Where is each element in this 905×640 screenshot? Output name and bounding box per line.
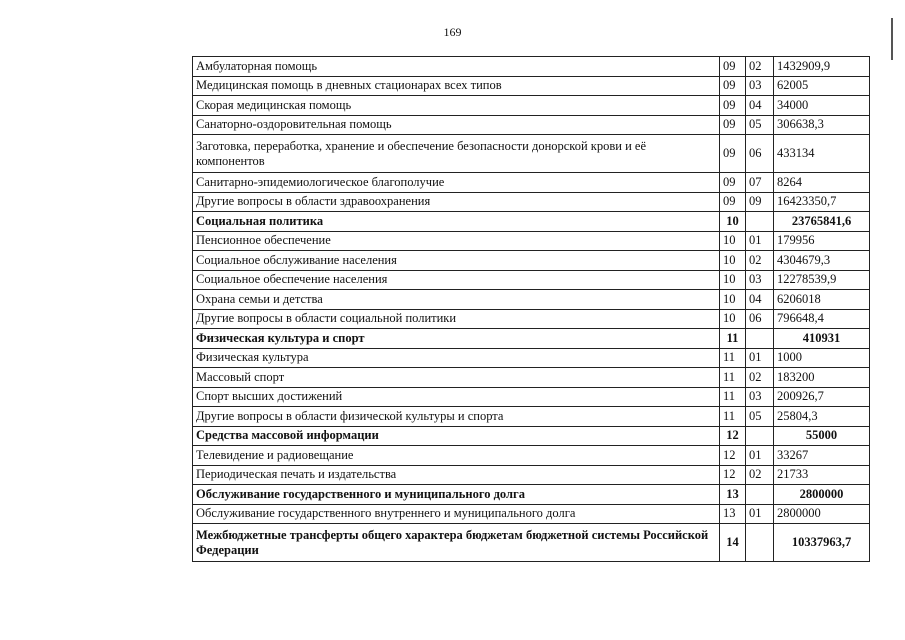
row-name-cell: Социальное обслуживание населения <box>193 251 720 271</box>
row-section-cell: 10 <box>720 251 746 271</box>
budget-table <box>192 56 870 562</box>
table-row <box>193 387 870 407</box>
page-edge-mark <box>891 18 893 60</box>
row-subsection-cell: 05 <box>746 115 774 135</box>
row-amount-cell: 8264 <box>774 173 870 193</box>
table-row <box>193 504 870 524</box>
row-name-cell: Межбюджетные трансферты общего характера бюджетам бюджетной системы Российской Федерации <box>193 524 720 562</box>
table-row <box>193 407 870 427</box>
row-name-cell: Другие вопросы в области здравоохранения <box>193 192 720 212</box>
row-subsection-cell: 02 <box>746 368 774 388</box>
row-subsection-cell: 01 <box>746 231 774 251</box>
row-name-cell: Физическая культура и спорт <box>193 329 720 349</box>
section-total-row <box>193 485 870 505</box>
row-amount-cell: 6206018 <box>774 290 870 310</box>
row-amount-cell: 179956 <box>774 231 870 251</box>
table-row <box>193 446 870 466</box>
row-name-cell: Физическая культура <box>193 348 720 368</box>
row-amount-cell: 1432909,9 <box>774 57 870 77</box>
table-row <box>193 135 870 173</box>
row-amount-cell: 21733 <box>774 465 870 485</box>
row-section-cell: 10 <box>720 270 746 290</box>
row-section-cell: 13 <box>720 485 746 505</box>
row-subsection-cell: 05 <box>746 407 774 427</box>
row-amount-cell: 433134 <box>774 135 870 173</box>
row-amount-cell: 34000 <box>774 96 870 116</box>
table-row <box>193 270 870 290</box>
table-row <box>193 192 870 212</box>
row-subsection-cell: 07 <box>746 173 774 193</box>
row-subsection-cell: 06 <box>746 135 774 173</box>
row-section-cell: 09 <box>720 76 746 96</box>
row-section-cell: 09 <box>720 192 746 212</box>
row-name-cell: Средства массовой информации <box>193 426 720 446</box>
row-name-cell: Социальное обеспечение населения <box>193 270 720 290</box>
table-row <box>193 115 870 135</box>
row-amount-cell: 12278539,9 <box>774 270 870 290</box>
row-section-cell: 09 <box>720 135 746 173</box>
section-total-row <box>193 329 870 349</box>
page-number: 169 <box>443 25 462 39</box>
row-subsection-cell <box>746 329 774 349</box>
row-subsection-cell <box>746 524 774 562</box>
table-row <box>193 290 870 310</box>
row-section-cell: 12 <box>720 426 746 446</box>
row-name-cell: Скорая медицинская помощь <box>193 96 720 116</box>
row-section-cell: 11 <box>720 348 746 368</box>
row-name-cell: Санитарно-эпидемиологическое благополучие <box>193 173 720 193</box>
row-subsection-cell <box>746 212 774 232</box>
row-name-cell: Медицинская помощь в дневных стационарах всех типов <box>193 76 720 96</box>
row-section-cell: 09 <box>720 57 746 77</box>
row-section-cell: 09 <box>720 96 746 116</box>
row-name-cell: Пенсионное обеспечение <box>193 231 720 251</box>
row-name-cell: Санаторно-оздоровительная помощь <box>193 115 720 135</box>
row-amount-cell: 55000 <box>774 426 870 446</box>
row-amount-cell: 23765841,6 <box>774 212 870 232</box>
row-section-cell: 11 <box>720 387 746 407</box>
row-subsection-cell: 02 <box>746 57 774 77</box>
row-name-cell: Другие вопросы в области социальной политики <box>193 309 720 329</box>
table-row <box>193 309 870 329</box>
row-subsection-cell: 01 <box>746 504 774 524</box>
row-amount-cell: 183200 <box>774 368 870 388</box>
row-section-cell: 10 <box>720 231 746 251</box>
row-subsection-cell: 09 <box>746 192 774 212</box>
row-subsection-cell: 02 <box>746 251 774 271</box>
row-subsection-cell: 03 <box>746 76 774 96</box>
row-subsection-cell <box>746 485 774 505</box>
row-name-cell: Периодическая печать и издательства <box>193 465 720 485</box>
row-name-cell: Социальная политика <box>193 212 720 232</box>
row-section-cell: 09 <box>720 173 746 193</box>
row-amount-cell: 2800000 <box>774 485 870 505</box>
row-name-cell: Заготовка, переработка, хранение и обеспечение безопасности донорской крови и её компонентов <box>193 135 720 173</box>
row-subsection-cell: 04 <box>746 96 774 116</box>
table-row <box>193 231 870 251</box>
row-subsection-cell: 06 <box>746 309 774 329</box>
section-total-row <box>193 426 870 446</box>
section-total-row <box>193 524 870 562</box>
row-amount-cell: 16423350,7 <box>774 192 870 212</box>
row-section-cell: 11 <box>720 329 746 349</box>
row-amount-cell: 10337963,7 <box>774 524 870 562</box>
row-subsection-cell <box>746 426 774 446</box>
row-section-cell: 10 <box>720 212 746 232</box>
row-amount-cell: 4304679,3 <box>774 251 870 271</box>
row-section-cell: 14 <box>720 524 746 562</box>
row-amount-cell: 2800000 <box>774 504 870 524</box>
table-row <box>193 465 870 485</box>
row-amount-cell: 200926,7 <box>774 387 870 407</box>
row-section-cell: 12 <box>720 446 746 466</box>
row-name-cell: Телевидение и радиовещание <box>193 446 720 466</box>
row-name-cell: Охрана семьи и детства <box>193 290 720 310</box>
row-section-cell: 11 <box>720 368 746 388</box>
row-subsection-cell: 04 <box>746 290 774 310</box>
table-row <box>193 348 870 368</box>
row-amount-cell: 410931 <box>774 329 870 349</box>
row-amount-cell: 25804,3 <box>774 407 870 427</box>
row-section-cell: 12 <box>720 465 746 485</box>
table-row <box>193 173 870 193</box>
row-section-cell: 09 <box>720 115 746 135</box>
row-subsection-cell: 03 <box>746 270 774 290</box>
table-row <box>193 76 870 96</box>
table-row <box>193 251 870 271</box>
row-subsection-cell: 01 <box>746 348 774 368</box>
row-name-cell: Другие вопросы в области физической культуры и спорта <box>193 407 720 427</box>
row-name-cell: Обслуживание государственного внутреннего и муниципального долга <box>193 504 720 524</box>
row-name-cell: Массовый спорт <box>193 368 720 388</box>
row-name-cell: Обслуживание государственного и муниципального долга <box>193 485 720 505</box>
row-section-cell: 10 <box>720 290 746 310</box>
row-amount-cell: 1000 <box>774 348 870 368</box>
row-subsection-cell: 03 <box>746 387 774 407</box>
budget-table-body <box>193 57 870 562</box>
row-section-cell: 11 <box>720 407 746 427</box>
row-amount-cell: 33267 <box>774 446 870 466</box>
row-section-cell: 10 <box>720 309 746 329</box>
row-name-cell: Амбулаторная помощь <box>193 57 720 77</box>
table-row <box>193 96 870 116</box>
table-row <box>193 368 870 388</box>
row-section-cell: 13 <box>720 504 746 524</box>
row-subsection-cell: 02 <box>746 465 774 485</box>
row-amount-cell: 796648,4 <box>774 309 870 329</box>
row-amount-cell: 306638,3 <box>774 115 870 135</box>
row-subsection-cell: 01 <box>746 446 774 466</box>
row-name-cell: Спорт высших достижений <box>193 387 720 407</box>
section-total-row <box>193 212 870 232</box>
table-row <box>193 57 870 77</box>
row-amount-cell: 62005 <box>774 76 870 96</box>
